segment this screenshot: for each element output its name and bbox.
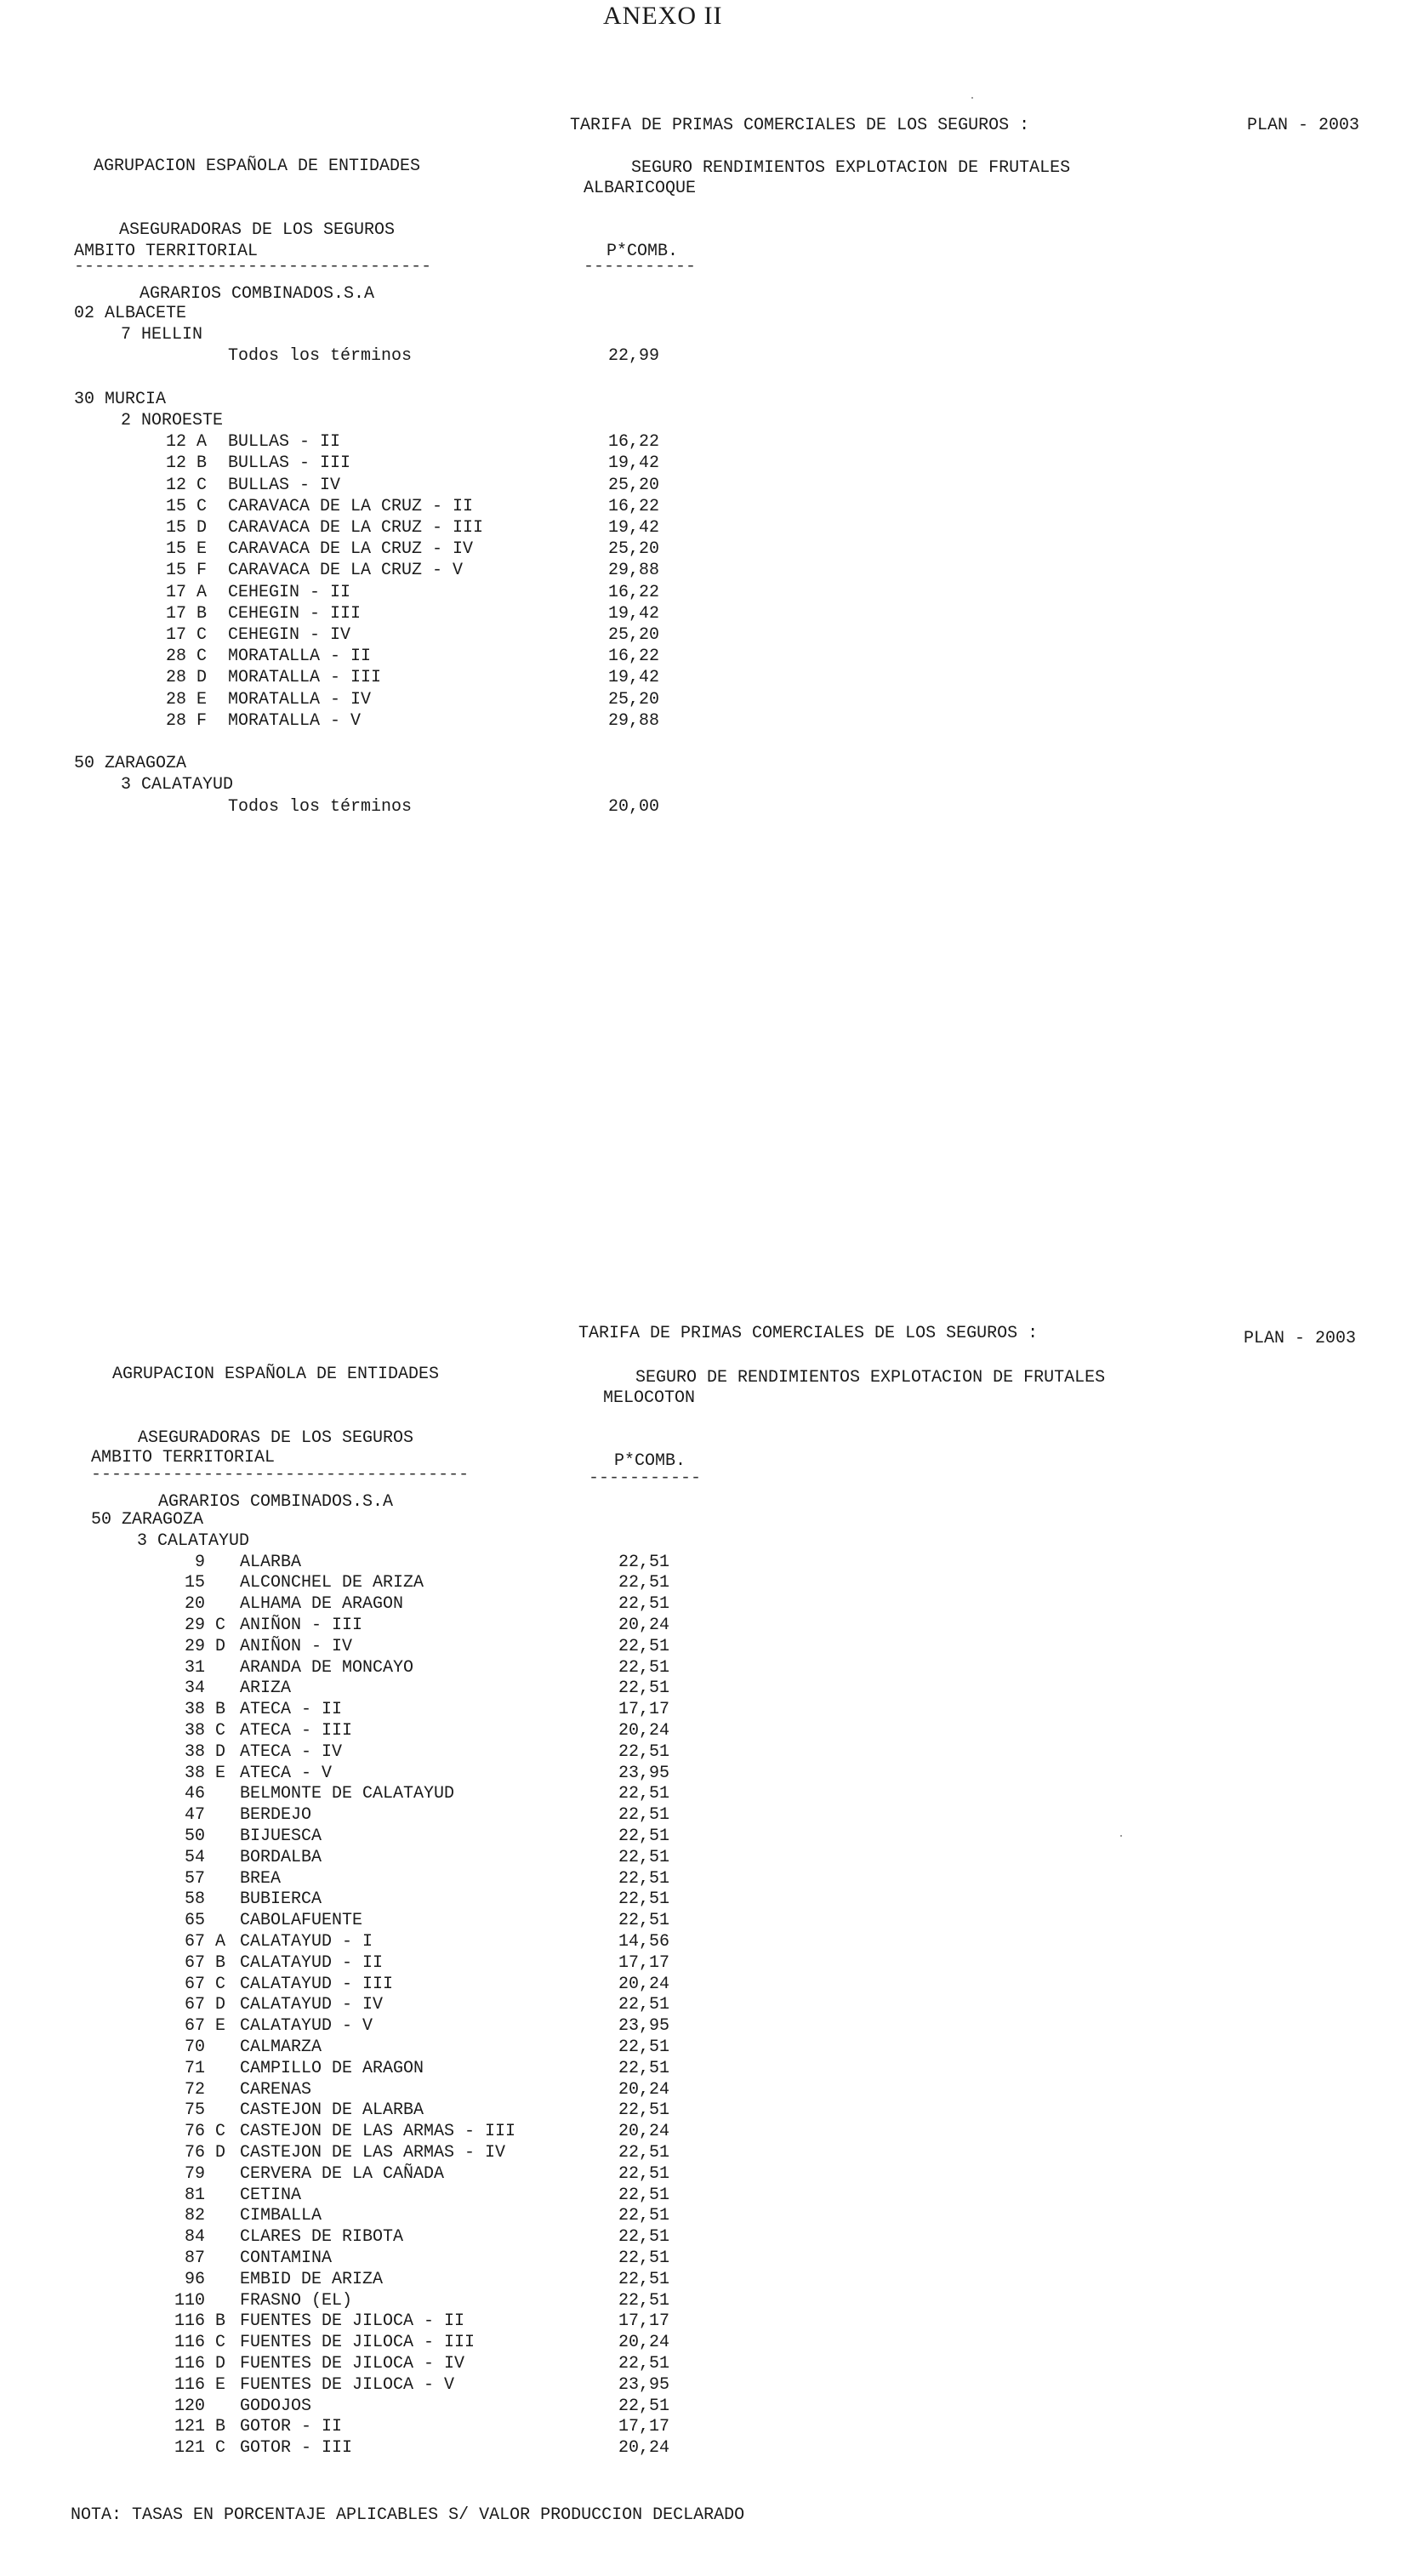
premium-value: 22,51: [618, 1911, 670, 1930]
premium-value: 25,20: [608, 539, 660, 559]
term-name: BULLAS - IV: [228, 476, 341, 495]
table-row: [0, 431, 1418, 453]
term-name: FRASNO (EL): [240, 2291, 353, 2311]
term-name: CASTEJON DE LAS ARMAS - IV: [240, 2143, 506, 2163]
term-name: CARAVACA DE LA CRUZ - V: [228, 561, 464, 580]
province-name: 50 ZARAGOZA: [91, 1510, 204, 1530]
premium-value: 22,51: [618, 1805, 670, 1825]
term-code: 116 C: [174, 2333, 226, 2352]
table-row: [0, 710, 1418, 732]
term-name: ATECA - IV: [240, 1742, 343, 1762]
table-row: [0, 2121, 1418, 2142]
premium-value: 22,51: [618, 2164, 670, 2184]
term-code: 17 A: [166, 583, 208, 602]
premium-value: 22,51: [618, 2186, 670, 2205]
table-row: [0, 2332, 1418, 2353]
table-row: [0, 496, 1418, 517]
table-row: [0, 2248, 1418, 2269]
term-name: FUENTES DE JILOCA - V: [240, 2375, 455, 2395]
table-row: [0, 2290, 1418, 2311]
premium-value: 20,00: [608, 797, 660, 817]
term-code: 29 C: [185, 1616, 226, 1635]
table-row: [0, 2037, 1418, 2058]
term-name: BULLAS - II: [228, 432, 341, 452]
term-code: 70: [185, 2037, 206, 2057]
term-name: CETINA: [240, 2186, 302, 2205]
table-row: [0, 2311, 1418, 2332]
term-name: FUENTES DE JILOCA - III: [240, 2333, 476, 2352]
footer-note: NOTA: TASAS EN PORCENTAJE APLICABLES S/ VALOR PRODUCCION DECLARADO: [71, 2505, 745, 2525]
term-name: CALATAYUD - I: [240, 1932, 373, 1952]
term-name: CARAVACA DE LA CRUZ - II: [228, 497, 474, 516]
header-underline: -------------------------------------: [91, 1465, 470, 1485]
premium-value: 22,51: [618, 1594, 670, 1614]
term-code: 15 C: [166, 497, 208, 516]
table-row: [0, 1657, 1418, 1678]
table-row: [0, 2396, 1418, 2417]
term-name: ALARBA: [240, 1553, 302, 1572]
term-code: 12 C: [166, 476, 208, 495]
premium-value: 20,24: [618, 1975, 670, 1994]
term-code: 50: [185, 1827, 206, 1846]
table-row: [0, 2205, 1418, 2226]
premium-value: 17,17: [618, 1953, 670, 1973]
term-code: 120: [174, 2396, 206, 2416]
premium-value: 22,51: [618, 1889, 670, 1909]
table-row: [0, 453, 1418, 474]
header-underline: -----------: [584, 257, 697, 276]
org-line: ASEGURADORAS DE LOS SEGUROS: [137, 1428, 414, 1448]
term-name: ATECA - II: [240, 1700, 343, 1719]
table-row: [0, 1889, 1418, 1910]
premium-value: 22,51: [618, 2100, 670, 2120]
premium-value: 22,51: [618, 2248, 670, 2268]
table-row: [0, 1783, 1418, 1804]
premium-value: 19,42: [608, 453, 660, 473]
term-code: 17 B: [166, 604, 208, 624]
term-code: 79: [185, 2164, 206, 2184]
term-name: BUBIERCA: [240, 1889, 322, 1909]
province-row: [0, 303, 1418, 324]
table-row: [0, 517, 1418, 539]
comarca-row: [0, 324, 1418, 345]
term-code: 38 C: [185, 1721, 226, 1741]
term-code: 96: [185, 2270, 206, 2289]
premium-value: 20,24: [618, 2438, 670, 2458]
province-row: [0, 753, 1418, 774]
term-name: BORDALBA: [240, 1848, 322, 1867]
term-code: 28 D: [166, 668, 208, 687]
term-code: 116 E: [174, 2375, 226, 2395]
term-code: 81: [185, 2186, 206, 2205]
term-code: 34: [185, 1678, 206, 1698]
term-name: CARAVACA DE LA CRUZ - IV: [228, 539, 474, 559]
premium-value: 20,24: [618, 1721, 670, 1741]
term-name: CALATAYUD - V: [240, 2016, 373, 2036]
term-code: 38 D: [185, 1742, 226, 1762]
term-name: CEHEGIN - IV: [228, 625, 351, 645]
term-code: 15 D: [166, 518, 208, 538]
province-row: [0, 389, 1418, 410]
term-name: CASTEJON DE ALARBA: [240, 2100, 424, 2120]
term-code: 17 C: [166, 625, 208, 645]
term-name: CARAVACA DE LA CRUZ - III: [228, 518, 484, 538]
premium-value: 22,51: [618, 2270, 670, 2289]
term-name: ATECA - V: [240, 1764, 333, 1783]
table-row: [0, 1826, 1418, 1847]
premium-value: 22,51: [618, 2206, 670, 2226]
table-row: [0, 2163, 1418, 2185]
tarifa-title: TARIFA DE PRIMAS COMERCIALES DE LOS SEGUROS :: [570, 116, 1030, 135]
term-name: CASTEJON DE LAS ARMAS - III: [240, 2122, 516, 2141]
term-name: CIMBALLA: [240, 2206, 322, 2226]
table-row: [0, 1699, 1418, 1720]
term-name: CALATAYUD - II: [240, 1953, 384, 1973]
premium-value: 22,99: [608, 346, 660, 366]
table-row: [0, 582, 1418, 603]
term-code: 84: [185, 2227, 206, 2247]
table-row: [0, 796, 1418, 818]
premium-value: 16,22: [608, 583, 660, 602]
term-name: CEHEGIN - II: [228, 583, 351, 602]
term-name: ALCONCHEL DE ARIZA: [240, 1573, 424, 1593]
seguro-title: SEGURO RENDIMIENTOS EXPLOTACION DE FRUTALES: [631, 158, 1071, 178]
org-line: AGRUPACION ESPAÑOLA DE ENTIDADES: [93, 157, 421, 176]
term-code: 71: [185, 2059, 206, 2078]
table-row: [0, 560, 1418, 581]
premium-value: 22,51: [618, 2396, 670, 2416]
comarca-row: [0, 1530, 1418, 1552]
premium-value: 22,51: [618, 2143, 670, 2163]
premium-value: 29,88: [608, 561, 660, 580]
premium-value: 17,17: [618, 2417, 670, 2436]
term-name: CAMPILLO DE ARAGON: [240, 2059, 424, 2078]
table-row: [0, 1847, 1418, 1868]
annex-title: ANEXO II: [603, 2, 723, 30]
comarca-row: [0, 774, 1418, 795]
term-name: MORATALLA - III: [228, 668, 382, 687]
term-code: 15: [185, 1573, 206, 1593]
premium-value: 22,51: [618, 1573, 670, 1593]
table-row: [0, 345, 1418, 367]
table-row: [0, 624, 1418, 646]
premium-value: 22,51: [618, 2354, 670, 2374]
term-name: CARENAS: [240, 2080, 312, 2100]
term-code: 76 C: [185, 2122, 226, 2141]
term-code: 76 D: [185, 2143, 226, 2163]
term-name: ARANDA DE MONCAYO: [240, 1658, 414, 1678]
table-row: [0, 1593, 1418, 1615]
table-row: [0, 2100, 1418, 2121]
term-name: FUENTES DE JILOCA - IV: [240, 2354, 465, 2374]
term-name: BELMONTE DE CALATAYUD: [240, 1784, 455, 1804]
premium-value: 14,56: [618, 1932, 670, 1952]
org-line: ASEGURADORAS DE LOS SEGUROS: [118, 220, 396, 240]
scan-speck: [971, 97, 973, 99]
header-underline: -----------------------------------: [74, 257, 432, 276]
term-code: 12 A: [166, 432, 208, 452]
premium-value: 20,24: [618, 2080, 670, 2100]
premium-value: 22,51: [618, 1784, 670, 1804]
term-code: 31: [185, 1658, 206, 1678]
term-name: CALATAYUD - IV: [240, 1995, 384, 2015]
header-underline: -----------: [589, 1468, 702, 1488]
org-line: AGRUPACION ESPAÑOLA DE ENTIDADES: [111, 1365, 440, 1384]
premium-value: 22,51: [618, 1637, 670, 1656]
table-row: [0, 1552, 1418, 1573]
premium-value: 22,51: [618, 1848, 670, 1867]
premium-value: 25,20: [608, 625, 660, 645]
term-code: 110: [174, 2291, 206, 2311]
scan-speck: [1120, 1835, 1122, 1837]
term-name: CONTAMINA: [240, 2248, 333, 2268]
premium-value: 22,51: [618, 1869, 670, 1889]
table-row: [0, 1910, 1418, 1931]
premium-value: 23,95: [618, 2375, 670, 2395]
term-name: CABOLAFUENTE: [240, 1911, 363, 1930]
crop-name: MELOCOTON: [603, 1388, 696, 1408]
table-row: [0, 1678, 1418, 1699]
table-row: [0, 2437, 1418, 2459]
term-name: FUENTES DE JILOCA - II: [240, 2311, 465, 2331]
province-row: [0, 1509, 1418, 1530]
table-row: [0, 667, 1418, 688]
premium-value: 19,42: [608, 518, 660, 538]
table-row: [0, 1741, 1418, 1763]
premium-value: 22,51: [618, 1658, 670, 1678]
plan-label: PLAN - 2003: [1244, 1329, 1357, 1348]
table-row: [0, 1994, 1418, 2015]
table-row: [0, 1952, 1418, 1974]
term-name: GOTOR - III: [240, 2438, 353, 2458]
seguro-title: SEGURO DE RENDIMIENTOS EXPLOTACION DE FRUTALES: [635, 1368, 1106, 1388]
table-row: [0, 2353, 1418, 2374]
term-code: 67 D: [185, 1995, 226, 2015]
premium-value: 22,51: [618, 1678, 670, 1698]
table-row: [0, 1572, 1418, 1593]
province-name: 30 MURCIA: [74, 390, 167, 409]
premium-value: 19,42: [608, 604, 660, 624]
term-name: Todos los términos: [228, 797, 413, 817]
term-code: 12 B: [166, 453, 208, 473]
table-row: [0, 2269, 1418, 2290]
crop-name: ALBARICOQUE: [584, 179, 697, 198]
term-name: ALHAMA DE ARAGON: [240, 1594, 404, 1614]
col-pcomb-header: P*COMB.: [606, 242, 679, 261]
term-code: 67 B: [185, 1953, 226, 1973]
term-name: BREA: [240, 1869, 282, 1889]
term-code: 20: [185, 1594, 206, 1614]
premium-value: 20,24: [618, 2122, 670, 2141]
term-name: CALMARZA: [240, 2037, 322, 2057]
col-ambito-header: AMBITO TERRITORIAL: [74, 242, 259, 261]
table-row: [0, 1763, 1418, 1784]
table-row: [0, 2416, 1418, 2437]
premium-value: 20,24: [618, 2333, 670, 2352]
premium-value: 25,20: [608, 690, 660, 710]
term-code: 58: [185, 1889, 206, 1909]
premium-value: 20,24: [618, 1616, 670, 1635]
term-code: 65: [185, 1911, 206, 1930]
term-name: CLARES DE RIBOTA: [240, 2227, 404, 2247]
col-ambito-header: AMBITO TERRITORIAL: [91, 1448, 276, 1468]
term-name: EMBID DE ARIZA: [240, 2270, 384, 2289]
term-name: ANIÑON - IV: [240, 1637, 353, 1656]
term-name: MORATALLA - V: [228, 711, 362, 731]
table-row: [0, 2226, 1418, 2248]
table-row: [0, 646, 1418, 667]
table-row: [0, 2058, 1418, 2079]
premium-value: 22,51: [618, 1827, 670, 1846]
term-code: 29 D: [185, 1637, 226, 1656]
term-code: 121 C: [174, 2438, 226, 2458]
table-row: [0, 689, 1418, 710]
comarca-name: 2 NOROESTE: [121, 411, 224, 430]
col-pcomb-header: P*COMB.: [614, 1451, 686, 1471]
premium-value: 22,51: [618, 1742, 670, 1762]
term-name: BERDEJO: [240, 1805, 312, 1825]
table-row: [0, 1931, 1418, 1952]
org-line: AGRARIOS COMBINADOS.S.A: [139, 284, 375, 304]
tarifa-title: TARIFA DE PRIMAS COMERCIALES DE LOS SEGUROS :: [578, 1324, 1039, 1343]
term-name: BULLAS - III: [228, 453, 351, 473]
term-code: 47: [185, 1805, 206, 1825]
table-row: [0, 2015, 1418, 2037]
premium-value: 19,42: [608, 668, 660, 687]
table-row: [0, 603, 1418, 624]
table-row: [0, 1804, 1418, 1826]
term-code: 46: [185, 1784, 206, 1804]
comarca-row: [0, 410, 1418, 431]
term-code: 87: [185, 2248, 206, 2268]
premium-value: 23,95: [618, 1764, 670, 1783]
comarca-name: 7 HELLIN: [121, 325, 203, 345]
term-name: GODOJOS: [240, 2396, 312, 2416]
premium-value: 16,22: [608, 497, 660, 516]
premium-value: 22,51: [618, 2059, 670, 2078]
plan-label: PLAN - 2003: [1247, 116, 1360, 135]
term-code: 82: [185, 2206, 206, 2226]
premium-value: 16,22: [608, 432, 660, 452]
term-code: 116 B: [174, 2311, 226, 2331]
table-row: [0, 1868, 1418, 1889]
term-name: CALATAYUD - III: [240, 1975, 394, 1994]
term-name: CERVERA DE LA CAÑADA: [240, 2164, 445, 2184]
table-row: [0, 475, 1418, 496]
comarca-name: 3 CALATAYUD: [137, 1531, 250, 1551]
table-row: [0, 2142, 1418, 2163]
term-code: 54: [185, 1848, 206, 1867]
term-code: 72: [185, 2080, 206, 2100]
table-row: [0, 2374, 1418, 2396]
term-code: 28 C: [166, 647, 208, 666]
premium-value: 17,17: [618, 1700, 670, 1719]
term-name: MORATALLA - II: [228, 647, 372, 666]
spacer-row: [0, 732, 1418, 753]
term-code: 67 A: [185, 1932, 226, 1952]
premium-value: 17,17: [618, 2311, 670, 2331]
term-code: 116 D: [174, 2354, 226, 2374]
province-name: 50 ZARAGOZA: [74, 754, 187, 773]
table-row: [0, 1615, 1418, 1636]
term-code: 121 B: [174, 2417, 226, 2436]
premium-value: 29,88: [608, 711, 660, 731]
term-code: 9: [195, 1553, 206, 1572]
premium-value: 22,51: [618, 2227, 670, 2247]
term-code: 15 E: [166, 539, 208, 559]
term-code: 57: [185, 1869, 206, 1889]
premium-value: 22,51: [618, 1995, 670, 2015]
term-name: MORATALLA - IV: [228, 690, 372, 710]
table-row: [0, 2185, 1418, 2206]
premium-value: 25,20: [608, 476, 660, 495]
term-code: 67 E: [185, 2016, 226, 2036]
term-code: 15 F: [166, 561, 208, 580]
table-row: [0, 1636, 1418, 1657]
table-row: [0, 539, 1418, 560]
premium-value: 16,22: [608, 647, 660, 666]
org-line: AGRARIOS COMBINADOS.S.A: [157, 1492, 394, 1512]
term-code: 38 B: [185, 1700, 226, 1719]
term-code: 75: [185, 2100, 206, 2120]
term-name: ANIÑON - III: [240, 1616, 363, 1635]
table-row: [0, 1720, 1418, 1741]
term-code: 67 C: [185, 1975, 226, 1994]
comarca-name: 3 CALATAYUD: [121, 775, 234, 795]
premium-value: 22,51: [618, 2291, 670, 2311]
table-row: [0, 1974, 1418, 1995]
term-code: 38 E: [185, 1764, 226, 1783]
premium-value: 22,51: [618, 2037, 670, 2057]
premium-value: 23,95: [618, 2016, 670, 2036]
term-code: 28 F: [166, 711, 208, 731]
term-name: CEHEGIN - III: [228, 604, 362, 624]
term-name: ATECA - III: [240, 1721, 353, 1741]
term-name: BIJUESCA: [240, 1827, 322, 1846]
term-name: Todos los términos: [228, 346, 413, 366]
term-name: GOTOR - II: [240, 2417, 343, 2436]
term-name: ARIZA: [240, 1678, 292, 1698]
province-name: 02 ALBACETE: [74, 304, 187, 323]
spacer-row: [0, 368, 1418, 389]
term-code: 28 E: [166, 690, 208, 710]
table-row: [0, 2079, 1418, 2100]
premium-value: 22,51: [618, 1553, 670, 1572]
